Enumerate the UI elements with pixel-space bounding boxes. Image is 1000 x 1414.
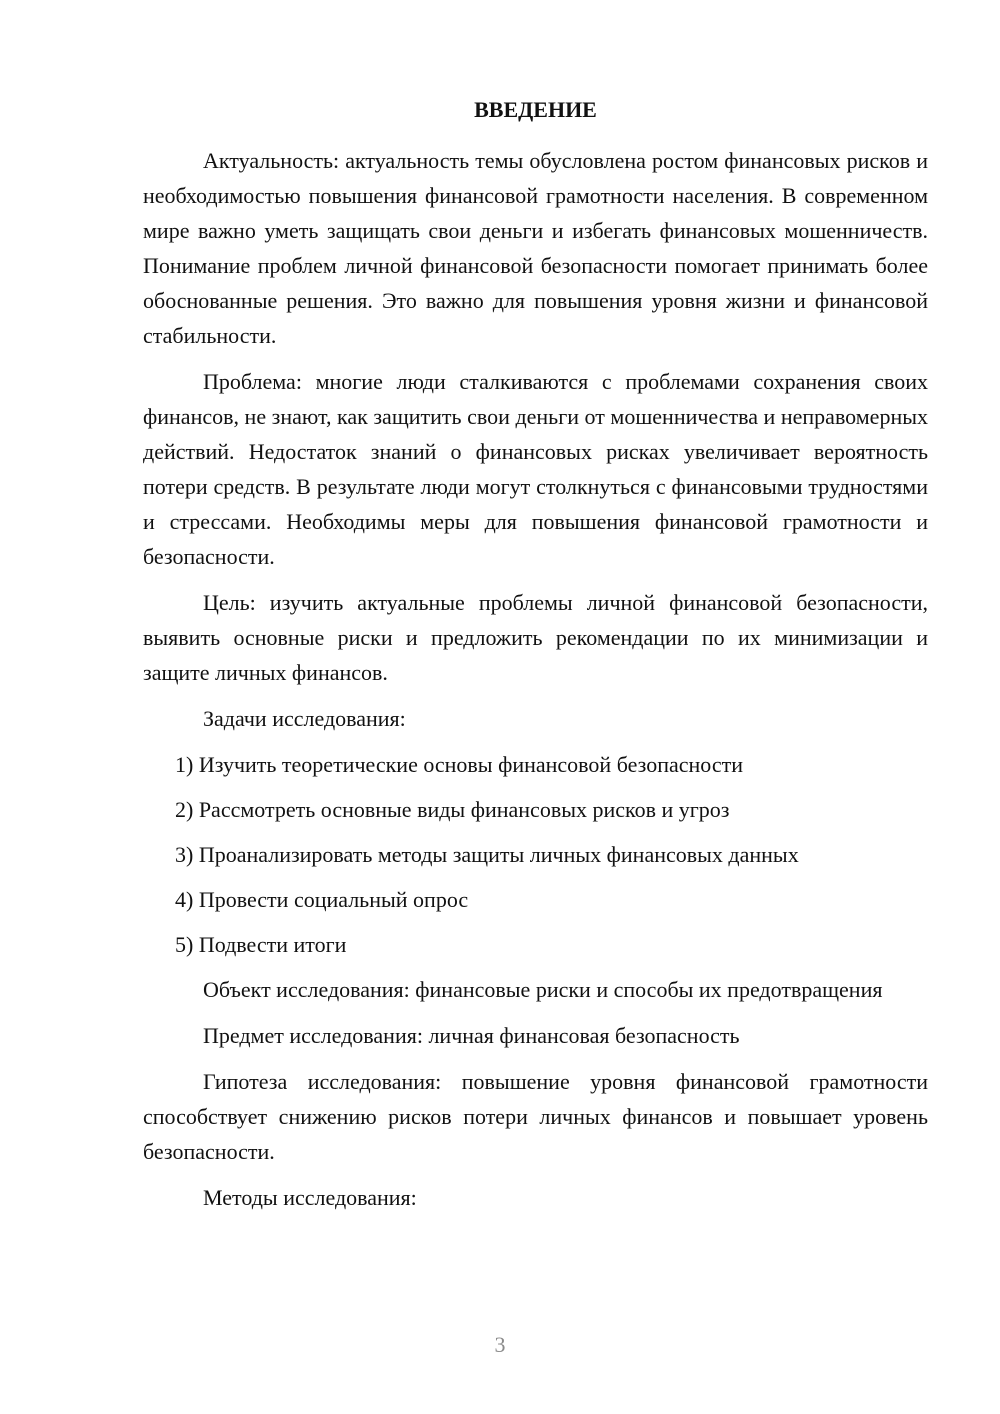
task-item: 4) Провести социальный опрос — [175, 887, 469, 912]
subject-paragraph: Предмет исследования: личная финансовая безопасность — [203, 1023, 740, 1048]
relevance-paragraph: Актуальность: актуальность темы обусловлена ростом финансовых рисков и необходимостью повышения финансовой грамотности населения. В современном мире важно уметь защищать свои деньги и избегать финансовых мошенничеств. Понимание проблем личной финансовой безопасности помогает принимать более обоснованные решения. Это важно для повышения уровня жизни и финансовой стабильности. — [143, 148, 928, 348]
tasks-heading: Задачи исследования: — [203, 706, 406, 731]
task-item: 1) Изучить теоретические основы финансовой безопасности — [175, 752, 743, 777]
page-number: 3 — [494, 1332, 506, 1357]
document-title: ВВЕДЕНИЕ — [474, 97, 597, 122]
goal-paragraph: Цель: изучить актуальные проблемы личной финансовой безопасности, выявить основные риски и предложить рекомендации по их минимизации и защите личных финансов. — [143, 590, 928, 685]
hypothesis-paragraph: Гипотеза исследования: повышение уровня финансовой грамотности способствует снижению рисков потери личных финансов и повышает уровень безопасности. — [143, 1069, 928, 1164]
task-item: 5) Подвести итоги — [175, 932, 347, 957]
problem-paragraph: Проблема: многие люди сталкиваются с проблемами сохранения своих финансов, не знают, как защитить свои деньги от мошенничества и неправомерных действий. Недостаток знаний о финансовых рисках увеличивает вероятность потери средств. В результате люди могут столкнуться с финансовыми трудностями и стрессами. Необходимы меры для повышения финансовой грамотности и безопасности. — [143, 369, 928, 569]
object-paragraph: Объект исследования: финансовые риски и способы их предотвращения — [203, 977, 883, 1002]
task-item: 2) Рассмотреть основные виды финансовых рисков и угроз — [175, 797, 730, 822]
task-item: 3) Проанализировать методы защиты личных финансовых данных — [175, 842, 799, 867]
document-page — [143, 92, 928, 1226]
methods-heading: Методы исследования: — [203, 1185, 417, 1210]
